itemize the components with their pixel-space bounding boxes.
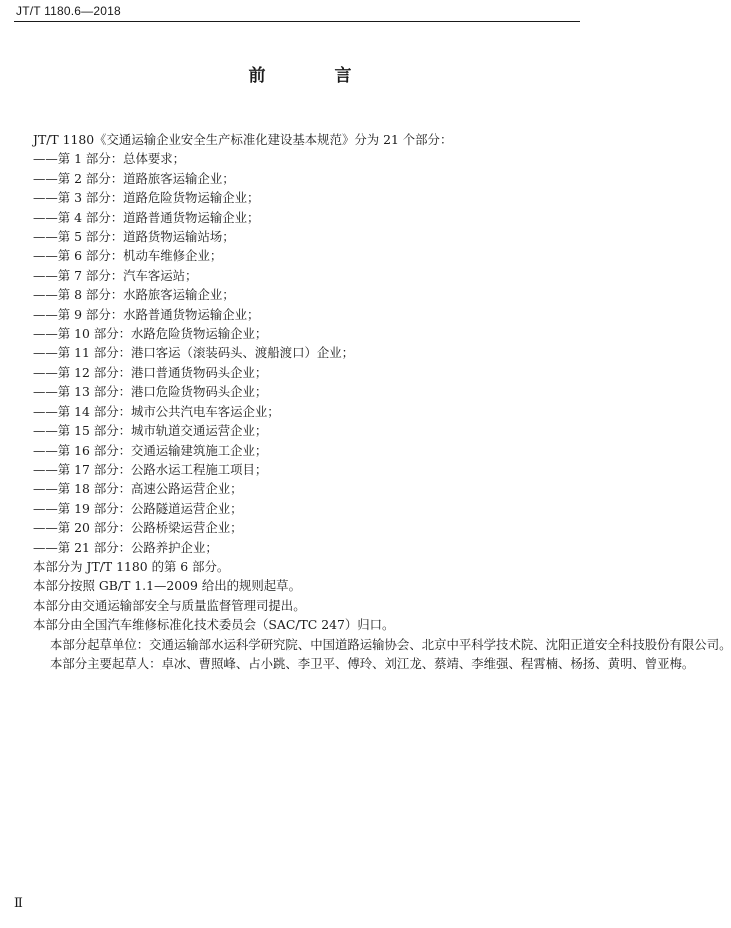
part-item: ——第 3 部分：道路危险货物运输企业； (33, 190, 260, 206)
part-item: ——第 11 部分：港口客运（滚装码头、渡船渡口）企业； (33, 345, 355, 361)
drafters-paragraph: 本部分主要起草人：卓冰、曹照峰、占小跳、李卫平、傅玲、刘江龙、蔡靖、李维强、程霄楠、杨扬、黄明、曾亚梅。 (50, 655, 695, 671)
statement-paragraph: 本部分为 JT/T 1180 的第 6 部分。 (33, 558, 230, 574)
part-item: ——第 10 部分：水路危险货物运输企业； (33, 326, 268, 342)
part-item: ——第 5 部分：道路货物运输站场； (33, 229, 235, 245)
statement-paragraph: 本部分按照 GB/T 1.1—2009 给出的规则起草。 (33, 578, 301, 594)
part-item: ——第 9 部分：水路普通货物运输企业； (33, 306, 260, 322)
part-item: ——第 12 部分：港口普通货物码头企业； (33, 364, 268, 380)
page-number: Ⅱ (14, 896, 23, 911)
part-item: ——第 15 部分：城市轨道交通运营企业； (33, 423, 268, 439)
part-item: ——第 19 部分：公路隧道运营企业； (33, 500, 243, 516)
part-item: ——第 14 部分：城市公共汽电车客运企业； (33, 403, 280, 419)
statement-paragraph: 本部分由交通运输部安全与质量监督管理司提出。 (33, 597, 306, 613)
part-item: ——第 1 部分：总体要求； (33, 151, 186, 167)
part-item: ——第 8 部分：水路旅客运输企业； (33, 287, 235, 303)
page-title: 前 言 (248, 66, 378, 86)
part-item: ——第 2 部分：道路旅客运输企业； (33, 170, 235, 186)
part-item: ——第 13 部分：港口危险货物码头企业； (33, 384, 268, 400)
drafting-units-paragraph: 本部分起草单位：交通运输部水运科学研究院、中国道路运输协会、北京中平科学技术院、沈阳正道安全科技股份有限公司。 (50, 636, 731, 652)
standard-code: JT/T 1180.6—2018 (16, 4, 121, 18)
part-item: ——第 4 部分：道路普通货物运输企业； (33, 209, 260, 225)
part-item: ——第 6 部分：机动车维修企业； (33, 248, 223, 264)
intro-paragraph: JT/T 1180《交通运输企业安全生产标准化建设基本规范》分为 21 个部分： (33, 132, 453, 147)
part-item: ——第 20 部分：公路桥梁运营企业； (33, 520, 243, 536)
foreword-body (33, 130, 731, 673)
part-item: ——第 16 部分：交通运输建筑施工企业； (33, 442, 268, 458)
part-item: ——第 17 部分：公路水运工程施工项目； (33, 461, 268, 477)
part-item: ——第 18 部分：高速公路运营企业； (33, 481, 243, 497)
part-item: ——第 7 部分：汽车客运站； (33, 267, 198, 283)
header-rule (14, 21, 580, 22)
statement-paragraph: 本部分由全国汽车维修标准化技术委员会（SAC/TC 247）归口。 (33, 617, 395, 633)
part-item: ——第 21 部分：公路养护企业； (33, 539, 218, 555)
